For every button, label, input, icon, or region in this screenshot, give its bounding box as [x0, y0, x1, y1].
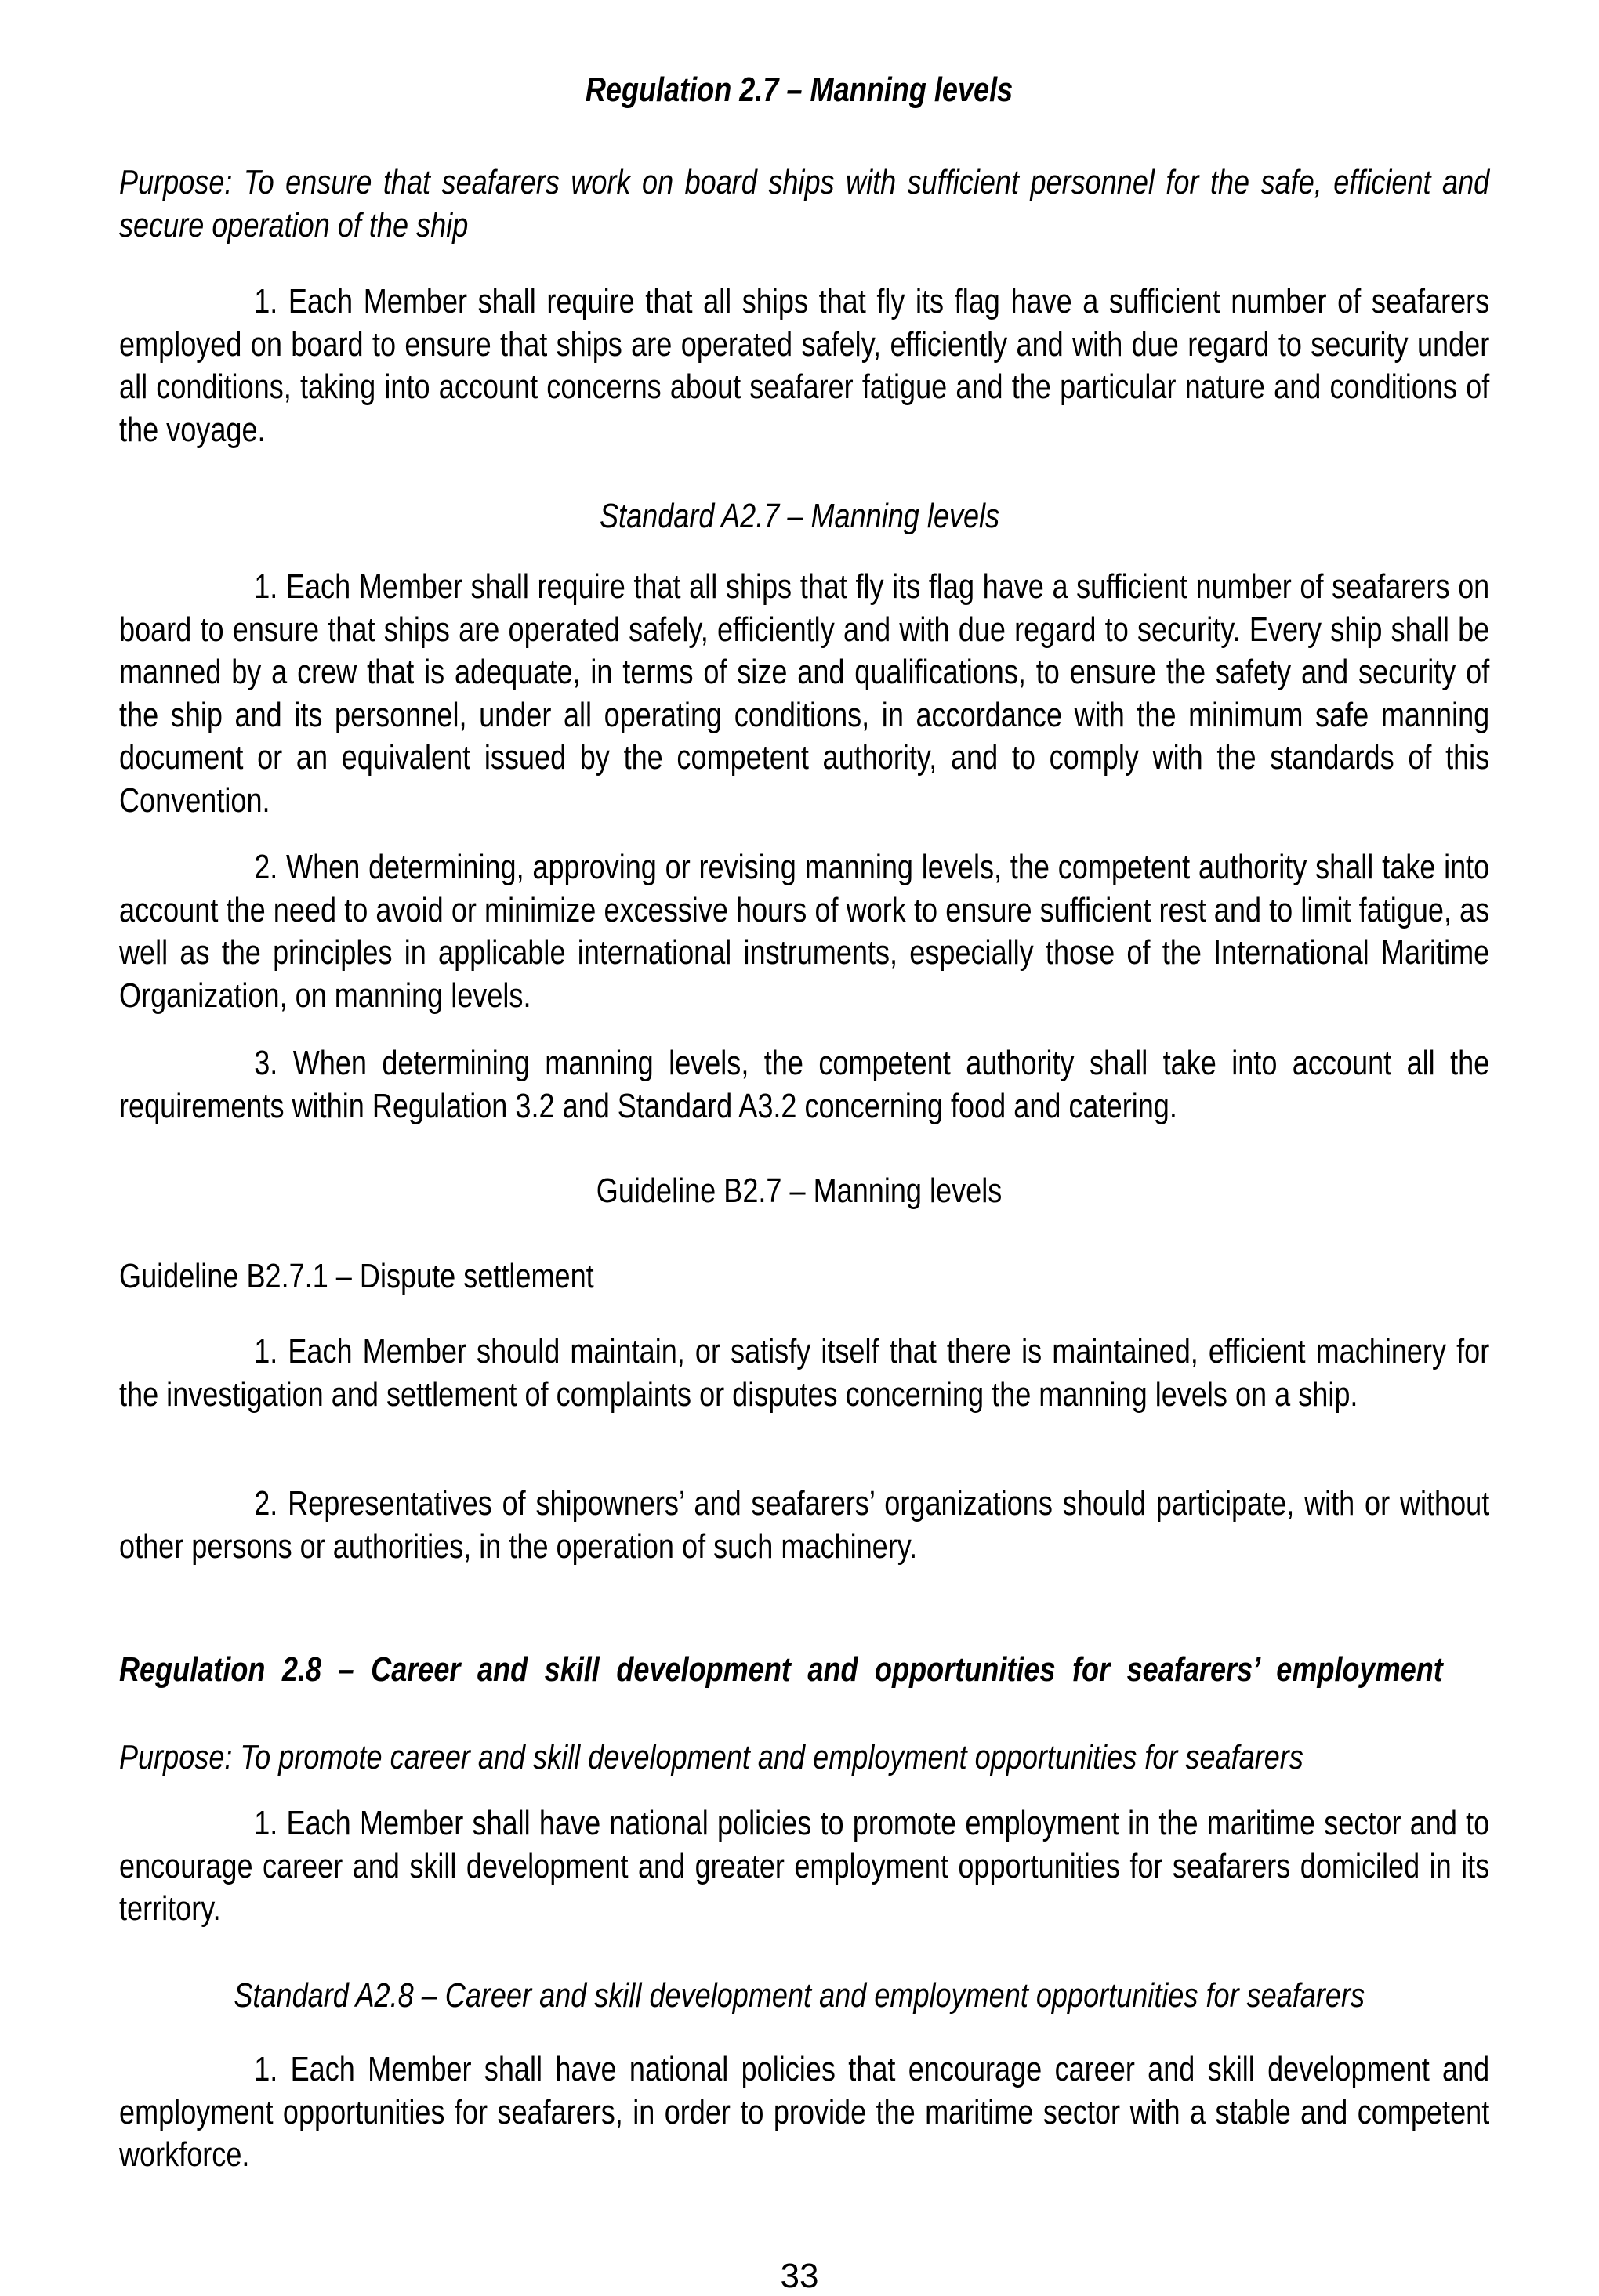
guideline-b2-7-title-text: Guideline B2.7 – Manning levels	[596, 1172, 1003, 1210]
guideline-b2-7-1-paragraph-1	[119, 1331, 1489, 1416]
standard-a2-8-title	[0, 1975, 1599, 2017]
standard-a2-8-title-text: Standard A2.8 – Career and skill development and employment opportunities for seafarers	[234, 1976, 1365, 2015]
standard-a2-7-paragraph-1-text: 1. Each Member shall require that all ships that fly its flag have a sufficient number of seafarers on board to ensure that ships are operated safely, efficiently and with due regard to security. Every ship shall be manned by a crew that is adequate, in terms of size and qualifications, to ensure the safety and security of the ship and its personnel, under all operating conditions, in accordance with the minimum safe manning document or an equivalent issued by the competent authority, and to comply with the standards of this Convention.	[119, 567, 1490, 820]
guideline-b2-7-1-paragraph-2-text: 2. Representatives of shipowners’ and seafarers’ organizations should participate, with or without other persons or authorities, in the operation of such machinery.	[119, 1484, 1490, 1566]
guideline-b2-7-title	[0, 1170, 1599, 1212]
standard-a2-7-paragraph-2-text: 2. When determining, approving or revising manning levels, the competent authority shall take into account the need to avoid or minimize excessive hours of work to ensure sufficient rest and to limit fatigue, as well as the principles in applicable international instruments, especially those of the International Maritime Organization, on manning levels.	[119, 848, 1490, 1015]
standard-a2-7-paragraph-2	[119, 846, 1489, 1017]
standard-a2-8-paragraph-1-text: 1. Each Member shall have national policies that encourage career and skill development and employment opportunities for seafarers, in order to provide the maritime sector with a stable and competent workforce.	[119, 2050, 1490, 2174]
regulation-2-8-purpose	[119, 1736, 1489, 1780]
guideline-b2-7-1-paragraph-1-text: 1. Each Member should maintain, or satisfy itself that there is maintained, efficient machinery for the investigation and settlement of complaints or disputes concerning the manning levels on a ship.	[119, 1332, 1490, 1414]
regulation-2-8-paragraph-1-text: 1. Each Member shall have national policies to promote employment in the maritime sector and to encourage career and skill development and greater employment opportunities for seafarers domiciled in its territory.	[119, 1804, 1490, 1928]
standard-a2-7-paragraph-1	[119, 566, 1489, 822]
guideline-b2-7-1-paragraph-2	[119, 1483, 1489, 1568]
standard-a2-8-paragraph-1	[119, 2048, 1489, 2177]
regulation-2-7-title	[0, 69, 1599, 111]
regulation-2-8-paragraph-1	[119, 1802, 1489, 1931]
guideline-b2-7-1-title-text: Guideline B2.7.1 – Dispute settlement	[119, 1257, 594, 1295]
standard-a2-7-paragraph-3-text: 3. When determining manning levels, the competent authority shall take into account all the requirements within Regulation 3.2 and Standard A3.2 concerning food and catering.	[119, 1044, 1490, 1125]
page-number: 33	[780, 2257, 819, 2295]
regulation-2-8-title	[119, 1649, 1489, 1692]
regulation-2-7-title-text: Regulation 2.7 – Manning levels	[586, 71, 1013, 109]
regulation-2-8-purpose-text: Purpose: To promote career and skill development and employment opportunities for seafarers	[119, 1738, 1303, 1776]
standard-a2-7-title-text: Standard A2.7 – Manning levels	[599, 497, 1000, 535]
regulation-2-8-title-text: Regulation 2.8 – Career and skill development and opportunities for seafarers’ employment	[119, 1650, 1443, 1689]
regulation-2-7-purpose-text: Purpose: To ensure that seafarers work on board ships with sufficient personnel for the safe, efficient and secure operation of the ship	[119, 163, 1490, 244]
regulation-2-7-paragraph-1-text: 1. Each Member shall require that all ships that fly its flag have a sufficient number of seafarers employed on board to ensure that ships are operated safely, efficiently and with due regard to security under all conditions, taking into account concerns about seafarer fatigue and the particular nature and conditions of the voyage.	[119, 282, 1490, 449]
guideline-b2-7-1-title	[119, 1255, 1489, 1298]
standard-a2-7-title	[0, 495, 1599, 538]
regulation-2-7-paragraph-1	[119, 281, 1489, 451]
regulation-2-7-purpose	[119, 161, 1489, 247]
standard-a2-7-paragraph-3	[119, 1042, 1489, 1128]
